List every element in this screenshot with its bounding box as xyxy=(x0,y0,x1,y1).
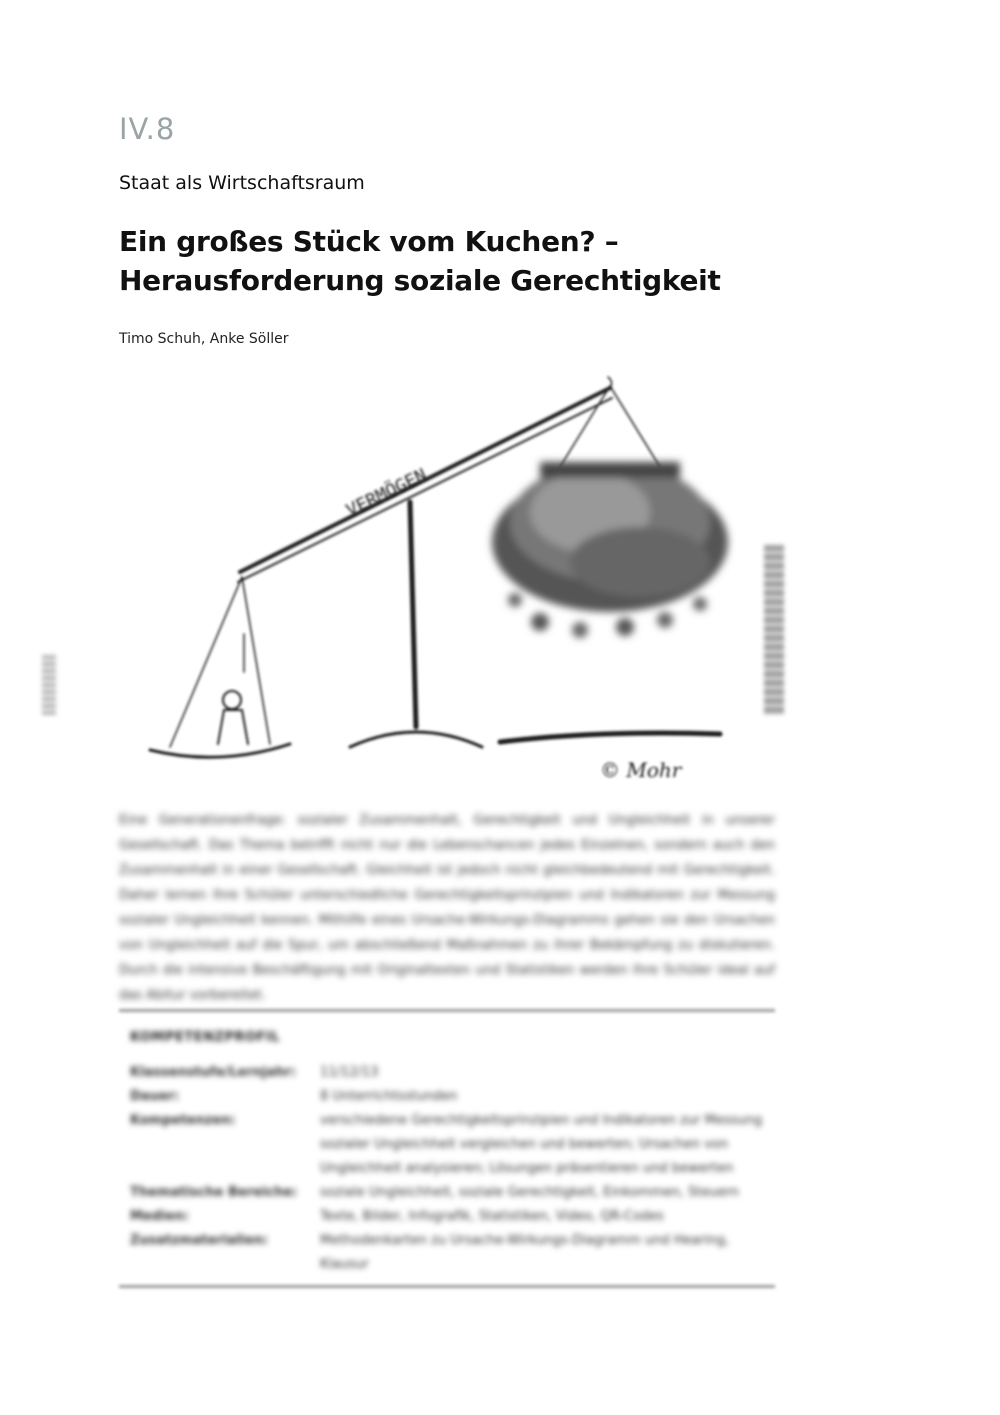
profile-value: Texte, Bilder, Infografik, Statistiken, Video, QR-Codes xyxy=(320,1209,664,1224)
abstract-text: Eine Generationenfrage: sozialer Zusammenhalt, Gerechtigkeit und Ungleichheit in unserer Gesellschaft. Das Thema betrifft nicht nur die Lebenschancen jedes Einzelnen, sondern auch den Zusammenhalt in einer Gesellschaft. Gleichheit ist jedoch nicht gleichbedeutend mit Gerechtigkeit. Daher lernen Ihre Schüler unterschiedliche Gerechtigkeitsprinzipien und Indikatoren zur Messung sozialer Ungleichheit kennen. Mithilfe eines Ursache-Wirkungs-Diagramms gehen sie den Ursachen von Ungleichheit auf die Spur, um abschließend Maßnahmen zu ihrer Bekämpfung zu diskutieren. Durch die intensive Beschäftigung mit Originaltexten und Statistiken werden Ihre Schüler ideal auf das Abitur vorbereitet. xyxy=(119,813,775,1003)
profile-value: soziale Ungleichheit, soziale Gerechtigkeit, Einkommen, Steuern xyxy=(320,1185,739,1200)
profile-row xyxy=(130,1229,770,1277)
profile-heading: KOMPETENZPROFIL xyxy=(130,1030,281,1045)
crowd-basket xyxy=(492,462,728,638)
profile-value: Methodenkarten zu Ursache-Wirkungs-Diagramm und Hearing, Klausur xyxy=(320,1233,730,1272)
section-kicker: Staat als Wirtschaftsraum xyxy=(119,172,365,194)
profile-row xyxy=(130,1061,770,1085)
page-title xyxy=(119,222,819,300)
title-line-2: Herausforderung soziale Gerechtigkeit xyxy=(119,264,721,297)
beam-label: VERMÖGEN xyxy=(342,464,431,522)
cartoon-illustration xyxy=(120,372,800,792)
cartoon-signature: © Mohr xyxy=(600,758,682,782)
profile-label: Thematische Bereiche: xyxy=(130,1185,298,1200)
divider-top xyxy=(119,1009,775,1012)
authors: Timo Schuh, Anke Söller xyxy=(119,331,289,347)
profile-value: verschiedene Gerechtigkeitsprinzipien und Indikatoren zur Messung sozialer Ungleichheit vergleichen und bewerten; Ursachen von Ungleichheit analysieren; Lösungen präsentieren und bewerten xyxy=(320,1113,763,1176)
profile-row xyxy=(130,1181,770,1205)
profile-row xyxy=(130,1205,770,1229)
copyright-vertical-mark xyxy=(764,545,784,715)
profile-label: Medien: xyxy=(130,1209,189,1224)
profile-label: Klassenstufe/Lernjahr: xyxy=(130,1065,297,1080)
section-number: IV.8 xyxy=(119,112,176,146)
profile-value: 11/12/13 xyxy=(320,1065,379,1080)
competence-profile xyxy=(130,1030,770,1277)
profile-row xyxy=(130,1085,770,1109)
profile-label: Kompetenzen: xyxy=(130,1113,236,1128)
profile-label: Zusatzmaterialien: xyxy=(130,1233,269,1248)
margin-mark xyxy=(42,655,56,715)
divider-bottom xyxy=(119,1285,775,1288)
profile-label: Dauer: xyxy=(130,1089,180,1104)
profile-row xyxy=(130,1109,770,1181)
title-line-1: Ein großes Stück vom Kuchen? – xyxy=(119,225,619,258)
profile-value: 8 Unterrichtsstunden xyxy=(320,1089,458,1104)
